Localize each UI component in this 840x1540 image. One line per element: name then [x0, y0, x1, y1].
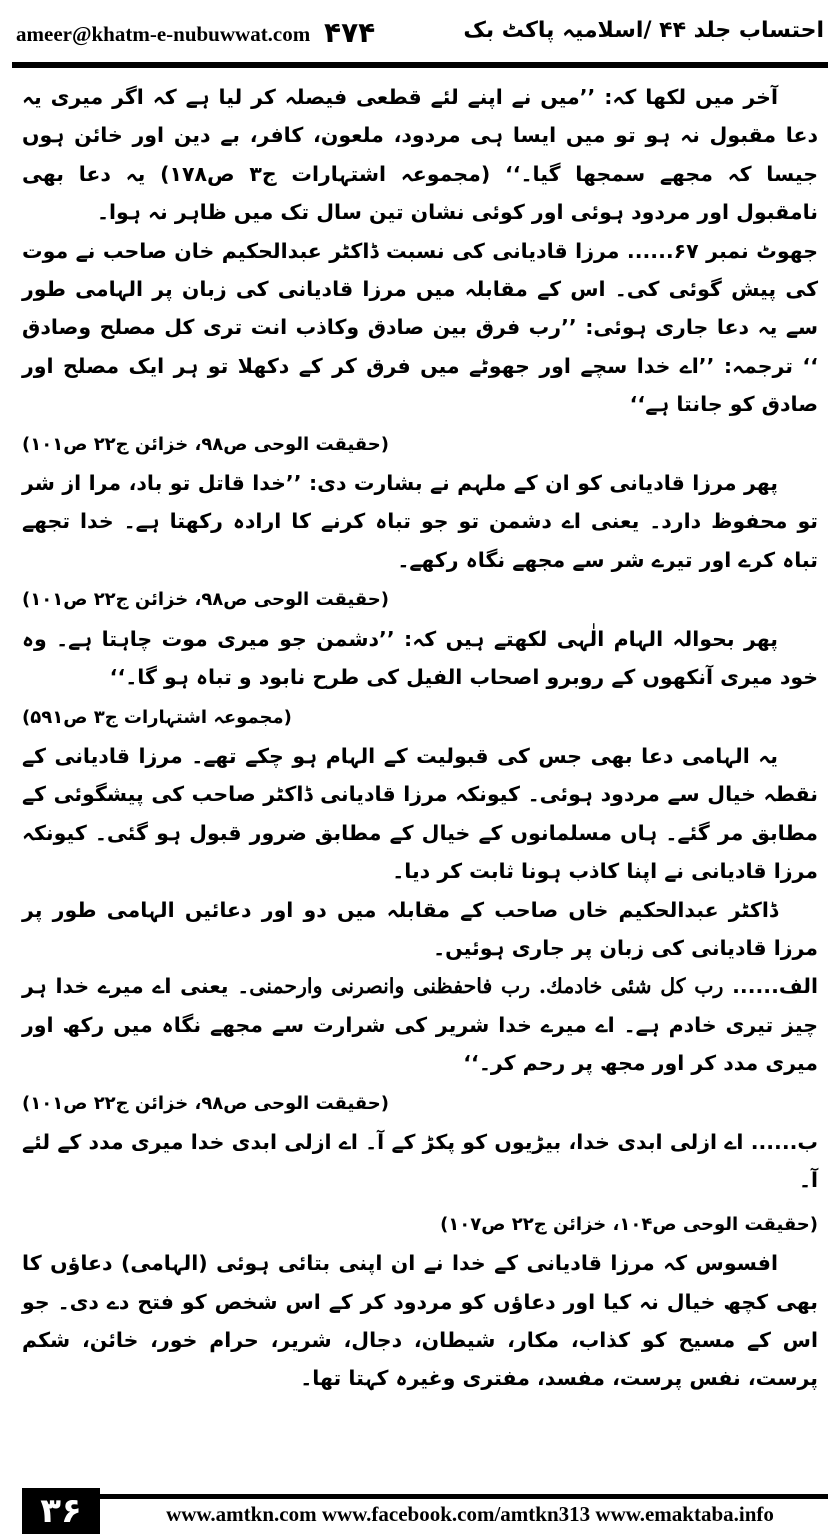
item-be-label: ب......	[750, 1129, 819, 1154]
header-rule	[12, 62, 828, 68]
footer-page-number: ۳۶	[22, 1488, 100, 1534]
header-book-title: احتساب جلد ۴۴ /اسلامیہ پاکٹ بک	[463, 18, 824, 43]
reference-3: (مجموعہ اشتہارات ج۳ ص۵۹۱)	[22, 706, 292, 728]
page-body	[22, 78, 818, 1458]
page-header	[0, 0, 840, 64]
paragraph-2: جھوٹ نمبر ۶۷...... مرزا قادیانی کی نسبت ڈاکٹر عبدالحکیم خان صاحب نے موت کی پیش گوئی کی۔ اس کے مقابلہ میں مرزا قادیانی کی زبان پر الہامی طور سے یہ دعا جاری ہوئی: ’’رب فرق بین صادق وکاذب انت تری کل مصلح وصادق ‘‘ ترجمہ: ’’اے خدا سچے اور جھوٹے میں فرق کر کے دکھلا تو ہر ایک مصلح اور صادق کو جانتا ہے‘‘	[22, 238, 818, 417]
paragraph-5: یہ الہامی دعا بھی جس کی قبولیت کے الہام ہو چکے تھے۔ مرزا قادیانی کے نقطہ خیال سے مردود ہوئی۔ کیونکہ مرزا قادیانی ڈاکٹر صاحب کی پیشگوئی کے مطابق مر گئے۔ ہاں مسلمانوں کے خیال کے مطابق ضرور قبول ہو گئی۔ کیونکہ مرزا قادیانی نے اپنا کاذب ہونا ثابت کر دیا۔	[22, 743, 818, 884]
header-email: ameer@khatm-e-nubuwwat.com	[16, 22, 311, 46]
item-be	[22, 1123, 818, 1200]
reference-5: (حقیقت الوحی ص۱۰۴، خزائن ج۲۲ ص۱۰۷)	[440, 1213, 818, 1235]
header-page-number: ۴۷۴	[324, 16, 376, 49]
paragraph-1: آخر میں لکھا کہ: ’’میں نے اپنے لئے قطعی فیصلہ کر لیا ہے کہ اگر میری یہ دعا مقبول نہ ہو تو میں ایسا ہی مردود، ملعون، کافر، بے دین اور خائن ہوں جیسا کہ مجھے سمجھا گیا۔‘‘ (مجموعہ اشتہارات ج۳ ص۱۷۸) یہ دعا بھی نامقبول اور مردود ہوئی اور کوئی نشان تین سال تک میں ظاہر نہ ہوا۔	[22, 85, 818, 225]
reference-1: (حقیقت الوحی ص۹۸، خزائن ج۲۲ ص۱۰۱)	[22, 433, 389, 455]
page-footer	[0, 1488, 840, 1540]
paragraph-4: پھر بحوالہ الہام الٰہی لکھتے ہیں کہ: ’’دشمن جو میری موت چاہتا ہے۔ وہ خود میری آنکھوں کے روبرو اصحاب الفیل کی طرح نابود و تباہ ہو گا۔‘‘	[22, 626, 818, 690]
item-alif	[22, 967, 818, 1082]
paragraph-6: ڈاکٹر عبدالحکیم خاں صاحب کے مقابلہ میں دو اور دعائیں الہامی طور پر مرزا قادیانی کی زبان پر جاری ہوئیں۔	[22, 897, 818, 960]
reference-line	[22, 579, 818, 619]
paragraph-3: پھر مرزا قادیانی کو ان کے ملہم نے بشارت دی: ’’خدا قاتل تو باد، مرا از شر تو محفوظ دارد۔ یعنی اے دشمن تو جو تباہ کرنے کا ارادہ رکھتا ہے۔ خدا تجھے تباہ کرے اور تیرے شر سے مجھے نگاہ رکھے۔	[22, 471, 818, 572]
item-be-text: اے ازلی ابدی خدا، بیڑیوں کو پکڑ کے آ۔ اے ازلی ابدی خدا میری مدد کے لئے آ۔	[22, 1129, 818, 1193]
reference-line	[22, 424, 818, 464]
reference-line	[22, 1083, 818, 1123]
paragraph-7: افسوس کہ مرزا قادیانی کے خدا نے ان اپنی بتائی ہوئی (الہامی) دعاؤں کا بھی کچھ خیال نہ کیا اور دعاؤں کو مردود کر کے اس شخص کو فتح دے دی۔ جو اس کے مسیح کو کذاب، مکار، شیطان، دجال، شریر، حرام خور، خائن، شکم پرست، نفس پرست، مفسد، مفتری وغیرہ کہتا تھا۔	[22, 1251, 818, 1391]
reference-line	[22, 697, 818, 737]
item-alif-label: الف......	[732, 974, 818, 999]
item-alif-arabic: رب کل شئی خادمك. رب فاحفظنی وانصرنی وارحمنی۔	[237, 974, 724, 999]
reference-4: (حقیقت الوحی ص۹۸، خزائن ج۲۲ ص۱۰۱)	[22, 1092, 389, 1114]
footer-urls: www.amtkn.com www.facebook.com/amtkn313 www.emaktaba.info	[166, 1502, 774, 1526]
item-alif-urdu: یعنی اے میرے خدا ہر چیز تیری خادم ہے۔ اے میرے خدا شریر کی شرارت سے مجھے نگاہ میں رکھ اور میری مدد کر اور مجھ پر رحم کر۔‘‘	[22, 974, 818, 1076]
footer-rule	[100, 1494, 828, 1499]
reference-2: (حقیقت الوحی ص۹۸، خزائن ج۲۲ ص۱۰۱)	[22, 589, 389, 611]
